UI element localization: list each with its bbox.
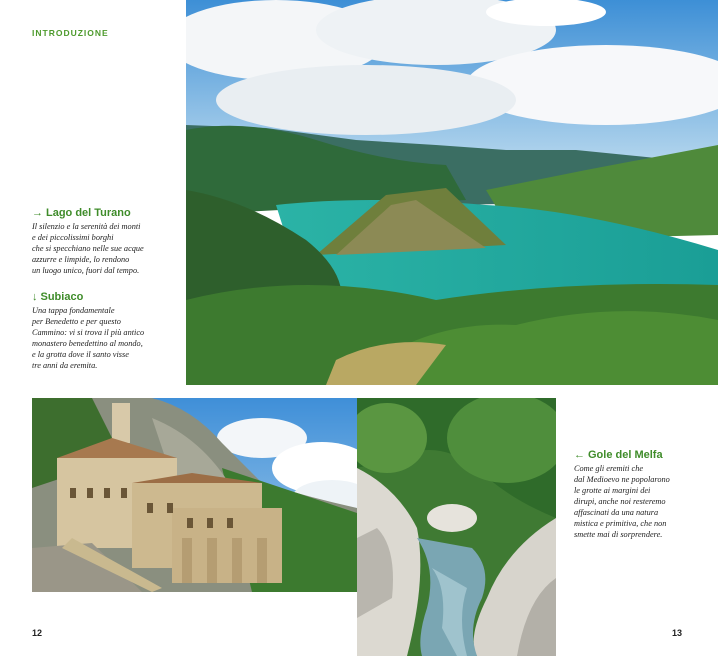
caption-title: ↓ Subiaco [32,291,84,303]
caption-text: Una tappa fondamentale per Benedetto e per questo Cammino: vi si trova il più antico monastero benedettino al mondo, e la grotta dove il santo visse tre anni da eremita. [32,306,145,370]
caption-lago-del-turano [32,207,144,276]
arrow-right-icon: → [32,207,43,219]
arrow-down-icon: ↓ [32,291,38,303]
lake-turano-photo [186,0,718,385]
page-number-left: 12 [32,628,43,638]
section-label: INTRODUZIONE [32,28,109,38]
caption-title: ← Gole del Melfa [574,449,663,461]
caption-gole-del-melfa [574,449,670,540]
page-number-right: 13 [672,628,683,638]
caption-text: Come gli eremiti che dal Medioevo ne popolarono le grotte ai margini dei dirupi, anche noi resteremo affascinati da una natura mistica e primitiva, che non smette mai di sorprendere. [574,464,670,539]
subiaco-monastery-photo [32,398,357,592]
caption-text: Il silenzio e la serenità dei monti e dei piccolissimi borghi che si specchiano nelle sue acque azzurre e limpide, lo rendono un luogo unico, fuori dal tempo. [32,222,144,275]
caption-subiaco [32,291,144,371]
arrow-left-icon: ← [574,449,585,461]
gole-del-melfa-photo [357,398,556,656]
caption-title: → Lago del Turano [32,207,131,219]
